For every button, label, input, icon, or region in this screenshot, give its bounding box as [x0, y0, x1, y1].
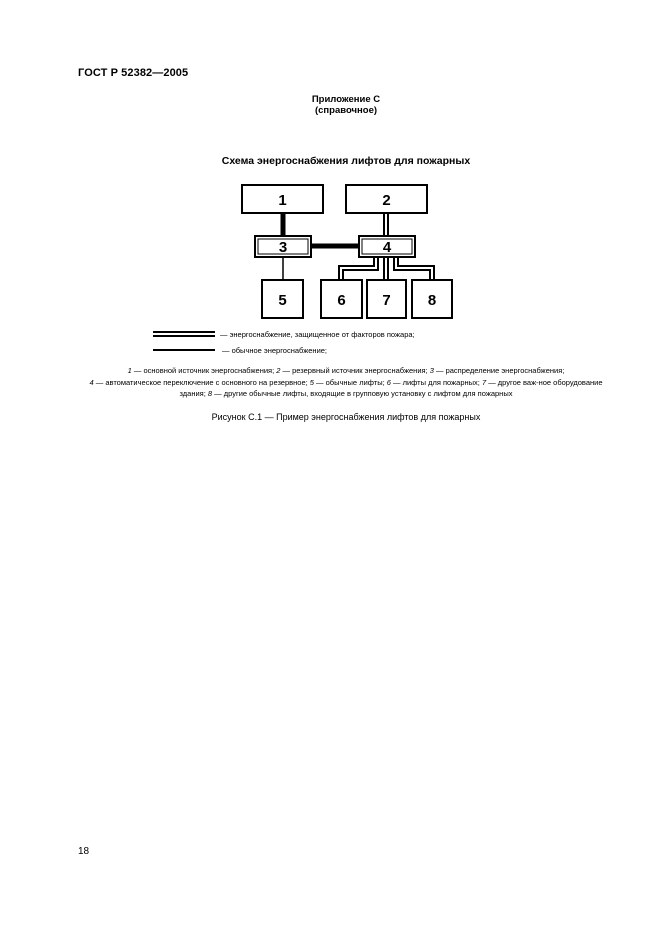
note-2-text: — резервный источник энергоснабжения;	[280, 366, 430, 375]
note-8-number: 8	[207, 389, 213, 398]
box-5	[262, 280, 303, 318]
box-6-label: 6	[337, 292, 346, 309]
note-3-number: 3	[429, 366, 434, 375]
box-1-label: 1	[278, 192, 287, 209]
power-supply-diagram	[0, 0, 661, 360]
box-3-label: 3	[278, 239, 288, 256]
box-1	[242, 185, 323, 213]
box-2-label: 2	[382, 192, 391, 209]
connector-4-6	[341, 256, 376, 280]
box-8	[412, 280, 452, 318]
note-2-number: 2	[276, 366, 281, 375]
appendix-subtitle: (справочное)	[314, 105, 378, 116]
box-7	[367, 280, 406, 318]
note-4-text: — автоматическое переключение с основного на резервное;	[93, 377, 310, 387]
diagram-notes	[78, 365, 614, 400]
legend-protected-label: — энергоснабжение, защищенное от факторов пожара;	[220, 330, 415, 339]
note-1-text: — основной источник энергоснабжения;	[131, 366, 277, 375]
note-7-number: 7	[481, 377, 487, 387]
scheme-title: Схема энергоснабжения лифтов для пожарных	[221, 155, 471, 167]
box-5-label: 5	[278, 292, 287, 309]
box-3	[255, 236, 311, 257]
figure-caption: Рисунок С.1 — Пример энергоснабжения лифтов для пожарных	[211, 412, 481, 422]
connector-4-8	[396, 256, 432, 280]
appendix-title: Приложение С	[311, 94, 381, 105]
box-7-label: 7	[382, 292, 391, 309]
note-4-number: 4	[89, 377, 94, 387]
box-4-label: 4	[382, 239, 392, 256]
note-5-text: — обычные лифты;	[313, 377, 387, 387]
legend-ordinary-label: — обычное энергоснабжение;	[222, 346, 328, 355]
document-code: ГОСТ Р 52382—2005	[78, 67, 189, 79]
note-1-number: 1	[127, 366, 132, 375]
note-7-text: — другое важ-ное оборудование здания;	[179, 377, 603, 398]
box-2	[346, 185, 427, 213]
box-4	[359, 236, 415, 257]
box-6	[321, 280, 362, 318]
note-3-text: — распределение энергоснабжения;	[433, 366, 565, 375]
note-8-text: — другие обычные лифты, входящие в групповую установку с лифтом для пожарных	[212, 389, 513, 398]
page-number: 18	[78, 846, 90, 857]
note-5-number: 5	[309, 377, 314, 387]
legend	[153, 330, 415, 355]
note-6-number: 6	[386, 377, 391, 387]
box-8-label: 8	[427, 292, 437, 309]
note-6-text: — лифты для пожарных;	[390, 377, 482, 387]
